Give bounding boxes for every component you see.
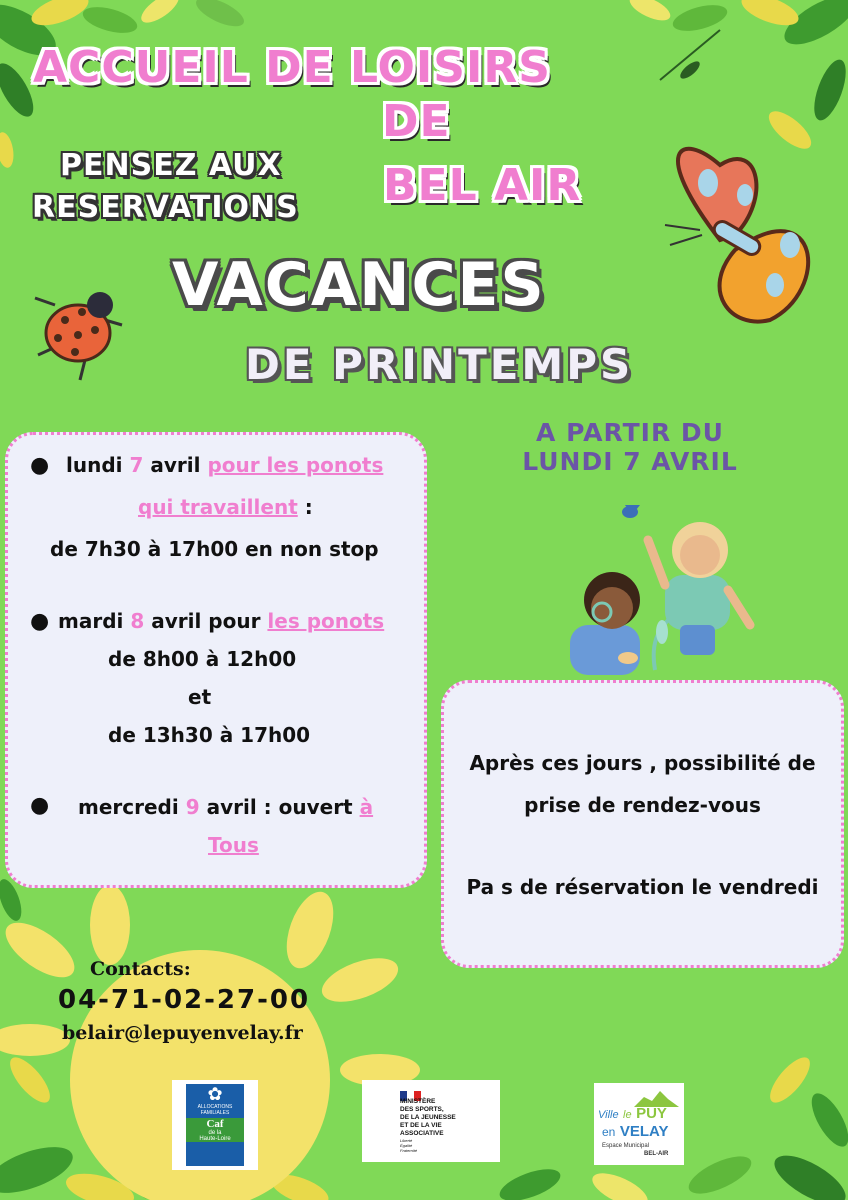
ladybug-icon xyxy=(35,292,122,380)
reminder-line-2: RESERVATIONS xyxy=(32,190,299,225)
title-line-1: ACCUEIL DE LOISIRS xyxy=(33,42,551,93)
monday-group: pour les ponots xyxy=(207,453,384,477)
tuesday-line: mardi 8 avril pour les ponots xyxy=(58,609,385,633)
children-illustration-icon xyxy=(570,505,750,675)
reminder-line-1: PENSEZ AUX xyxy=(60,148,282,183)
info-box xyxy=(441,680,844,968)
monday-line: lundi 7 avril pour les ponots xyxy=(66,453,384,477)
bullet-icon: ● xyxy=(30,793,50,818)
bullet-icon: ● xyxy=(30,609,50,634)
contacts-label: Contacts: xyxy=(90,958,191,980)
start-line-2: LUNDI 7 AVRIL xyxy=(522,447,738,476)
schedule-box xyxy=(5,432,427,888)
tuesday-hours-2: de 13h30 à 17h00 xyxy=(108,723,311,747)
season-subtitle: DE PRINTEMPS xyxy=(245,340,634,389)
french-flag-icon xyxy=(400,1086,422,1096)
city-logo: Ville le PUY en VELAY Espace Municipal BEL-AIR xyxy=(594,1083,684,1165)
start-date xyxy=(500,418,760,476)
tuesday-hours-1: de 8h00 à 12h00 xyxy=(108,647,297,671)
monday-hours: de 7h30 à 17h00 en non stop xyxy=(50,537,379,561)
monday-line-2: qui travaillent : xyxy=(138,495,313,519)
season-title: VACANCES xyxy=(172,250,546,320)
bullet-icon: ● xyxy=(30,453,50,478)
caf-logo: ✿ ALLOCATIONS FAMILIALES Caf de la Haute-Loire xyxy=(172,1080,258,1170)
contact-phone[interactable]: 04-71-02-27-00 xyxy=(58,985,311,1015)
wednesday-all: Tous xyxy=(208,833,259,857)
info-line-2: prise de rendez-vous xyxy=(524,793,761,817)
caf-family-icon: ✿ xyxy=(207,1084,223,1104)
contact-email[interactable]: belair@lepuyenvelay.fr xyxy=(62,1022,303,1044)
title-line-2: DE xyxy=(382,96,451,147)
tuesday-group: les ponots xyxy=(267,609,385,633)
info-line-3: Pa s de réservation le vendredi xyxy=(466,875,819,899)
wednesday-line: mercredi 9 avril : ouvert à xyxy=(78,795,374,819)
title-line-3: BEL AIR xyxy=(383,160,582,211)
info-line-1: Après ces jours , possibilité de xyxy=(469,751,816,775)
butterfly-icon xyxy=(665,149,808,322)
ministry-logo: MINISTÈRE DES SPORTS, DE LA JEUNESSE ET DE LA VIE ASSOCIATIVE Liberté Égalité Fraternité xyxy=(362,1080,500,1162)
leaf-cluster-top-right-icon xyxy=(626,0,848,155)
tuesday-and: et xyxy=(188,685,212,709)
start-line-1: A PARTIR DU xyxy=(536,418,724,447)
